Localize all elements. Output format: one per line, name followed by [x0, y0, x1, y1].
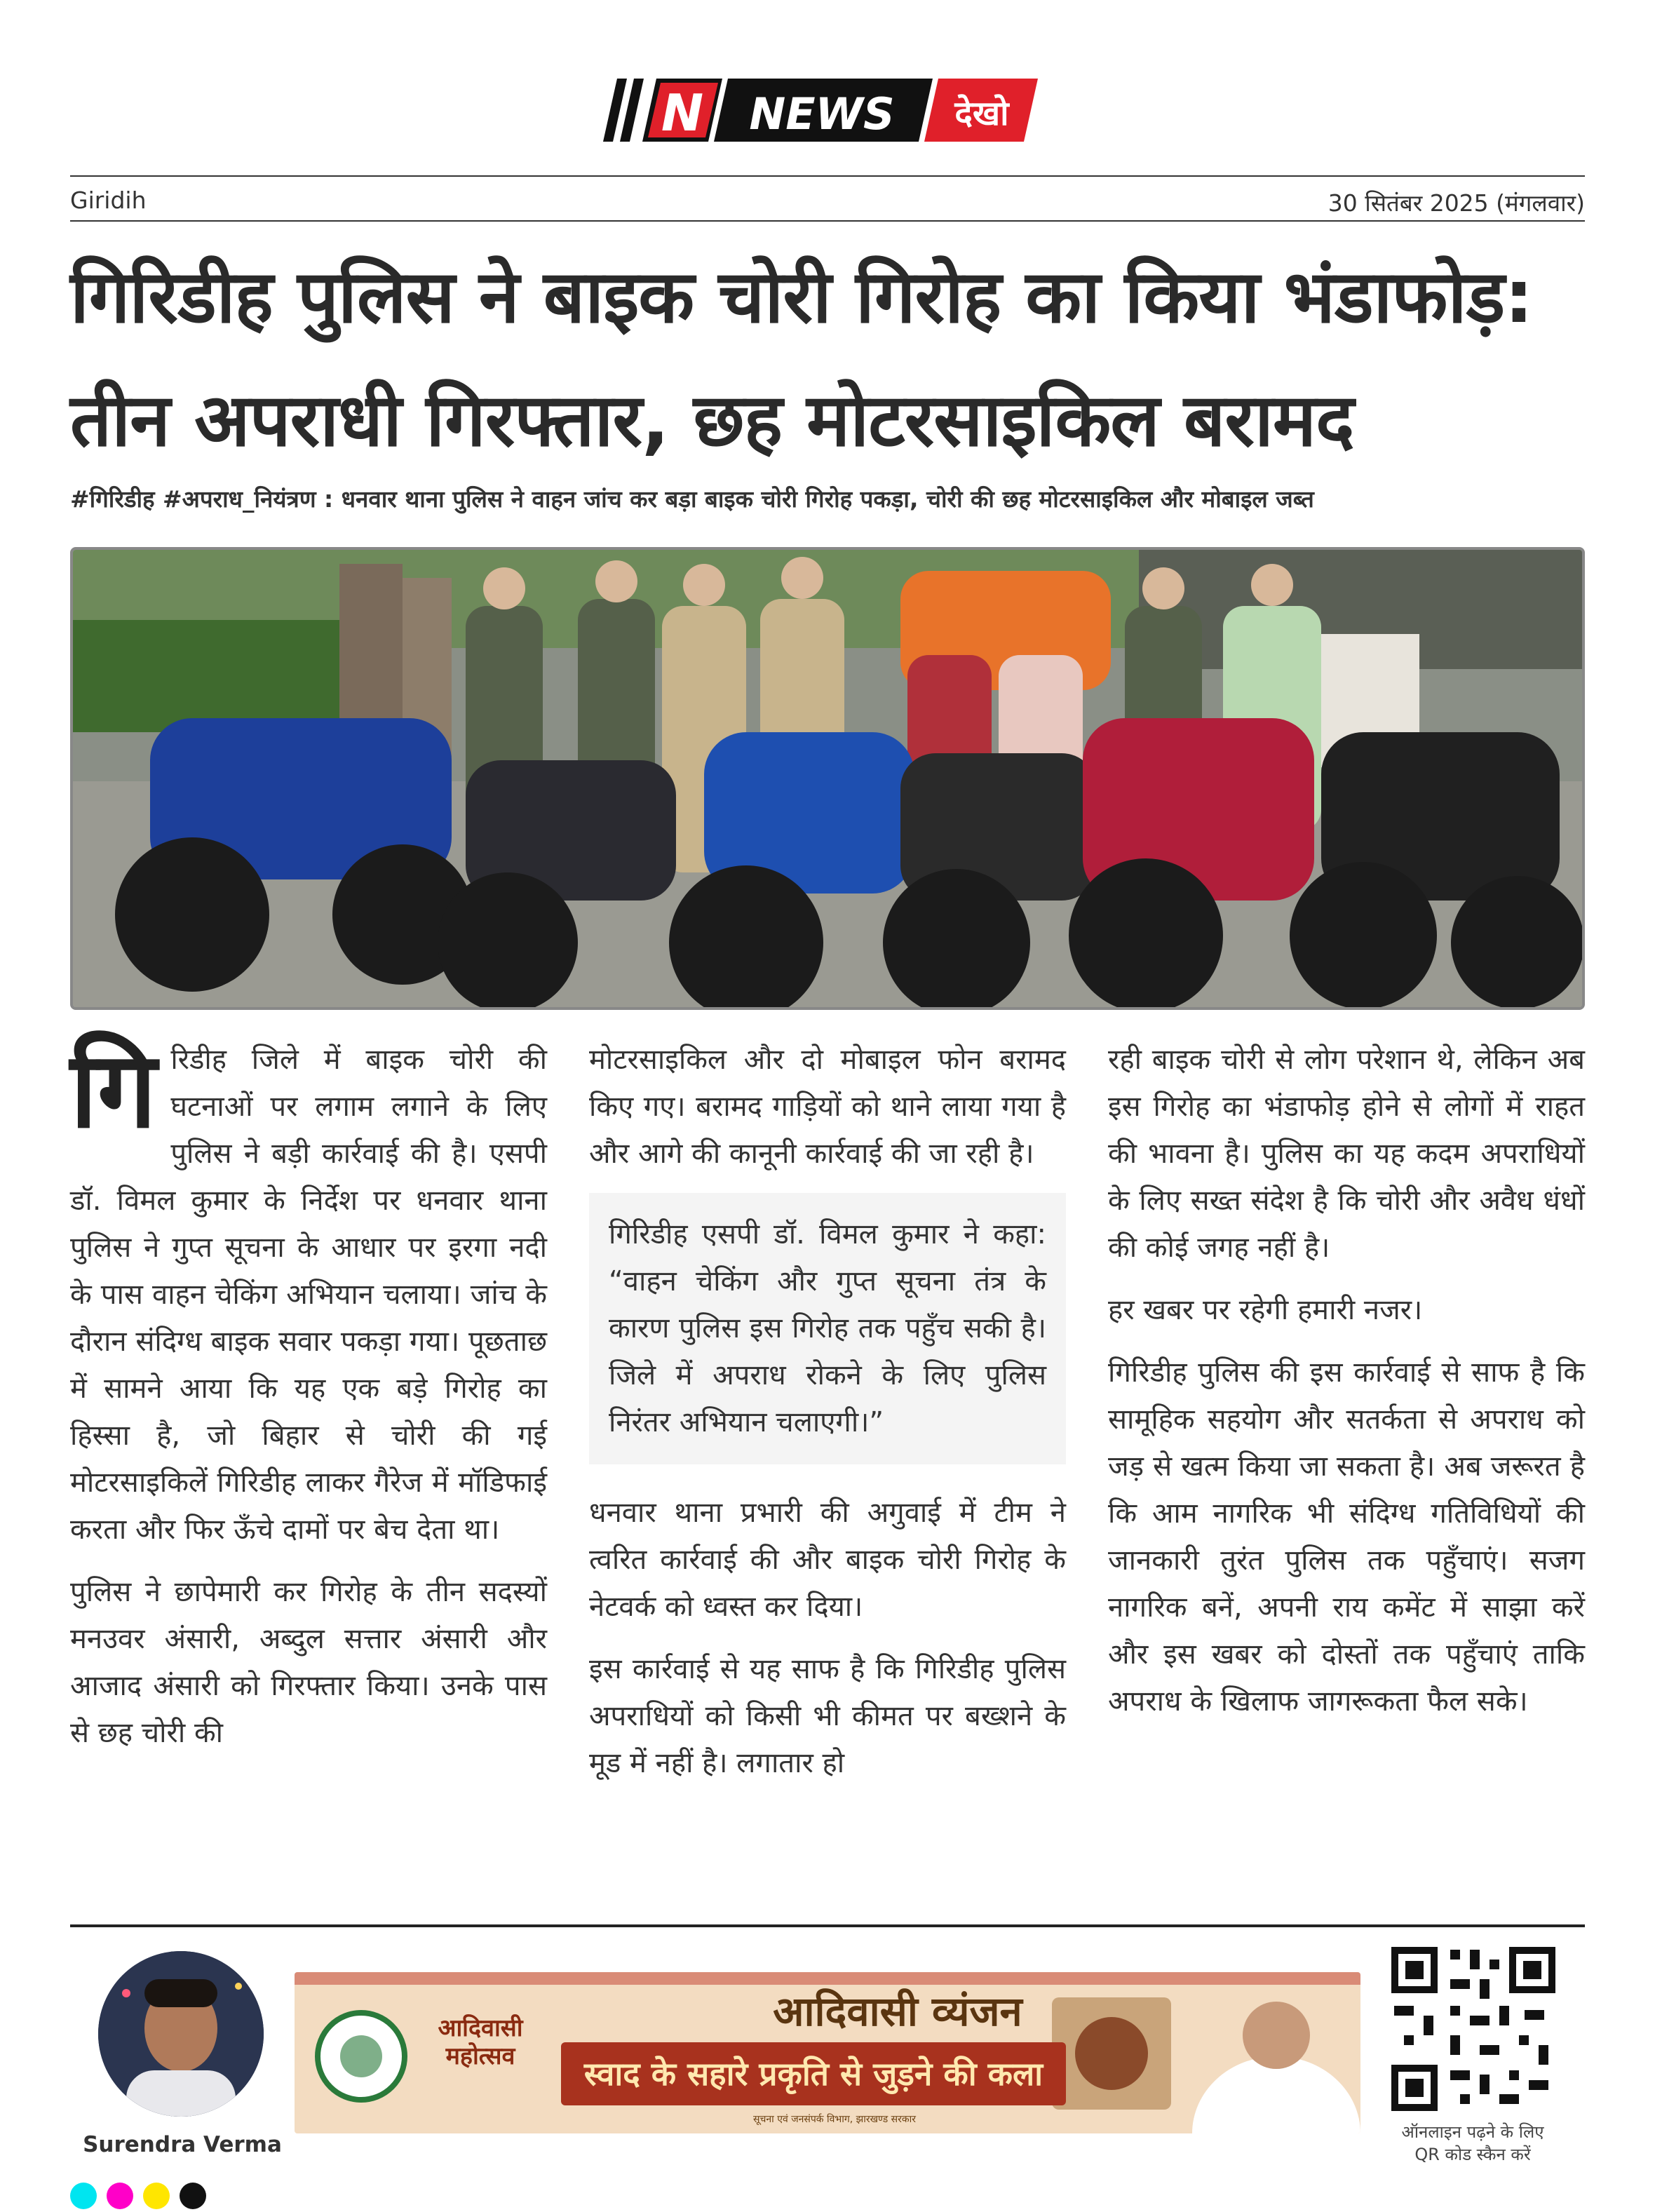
- headline: [70, 235, 1599, 482]
- qr-caption-line-2: QR कोड स्कैन करें: [1414, 2145, 1531, 2164]
- article-paragraph: इस कार्रवाई से यह साफ है कि गिरिडीह पुलिस अपराधियों को किसी भी कीमत पर बख्शने के मूड में नहीं है। लगातार हो: [589, 1653, 1066, 1779]
- article-paragraph: गिरिडीह पुलिस की इस कार्रवाई से साफ है कि सामूहिक सहयोग और सतर्कता से अपराध को जड़ से खत्म किया जा सकता है। अब जरूरत है कि आम नागरिक भी संदिग्ध गतिविधियों की जानकारी तुरंत पुलिस तक पहुँचाएं। सजग नागरिक बनें, अपनी राय कमेंट में साझा करें और इस खबर को दोस्तों तक पहुँचाएं ताकि अपराध के खिलाफ जागरूकता फैल सके।: [1108, 1356, 1585, 1718]
- article-column-3: [1108, 1037, 1585, 1741]
- location-label: Giridih: [70, 187, 147, 214]
- headline-line-1: गिरिडीह पुलिस ने बाइक चोरी गिरोह का किया भंडाफोड़:: [70, 254, 1533, 339]
- article-paragraph: [70, 1030, 547, 1553]
- logo-mark-letter: N: [661, 83, 704, 142]
- logo-tag: देखो: [954, 94, 1009, 133]
- yellow-dot: [143, 2183, 170, 2209]
- date-label: 30 सितंबर 2025 (मंगलवार): [1328, 189, 1585, 217]
- article-paragraph: धनवार थाना प्रभारी की अगुवाई में टीम ने त्वरित कार्रवाई की और बाइक चोरी गिरोह के नेटवर्क को ध्वस्त कर दिया।: [589, 1497, 1066, 1623]
- news-dekho-logo[interactable]: [603, 79, 1052, 149]
- footer-rule: [70, 1924, 1585, 1927]
- masthead-top-rule: [70, 175, 1585, 177]
- qr-caption-line-1: ऑनलाइन पढ़ने के लिए: [1401, 2122, 1544, 2142]
- ad-subtitle: स्वाद के सहारे प्रकृति से जुड़ने की कला: [561, 2042, 1066, 2105]
- magenta-dot: [107, 2183, 133, 2209]
- qr-caption: [1353, 2121, 1592, 2166]
- advertisement-banner[interactable]: [295, 1972, 1360, 2133]
- article-paragraph: पुलिस ने छापेमारी कर गिरोह के तीन सदस्यों मनउवर अंसारी, अब्दुल सत्तार अंसारी और आजाद अंसारी को गिरफ्तार किया। उनके पास से छह चोरी की: [70, 1576, 547, 1749]
- article-paragraph: मोटरसाइकिल और दो मोबाइल फोन बरामद किए गए। बरामद गाड़ियों को थाने लाया गया है और आगे की कानूनी कार्रवाई की जा रही है।: [589, 1044, 1066, 1170]
- article-paragraph: हर खबर पर रहेगी हमारी नजर।: [1108, 1294, 1423, 1326]
- headline-line-2: तीन अपराधी गिरफ्तार, छह मोटरसाइकिल बरामद: [70, 377, 1354, 463]
- logo-word: NEWS: [749, 88, 895, 140]
- drop-cap: गि: [70, 1030, 157, 1152]
- qr-code[interactable]: [1387, 1943, 1560, 2115]
- article-paragraph: रही बाइक चोरी से लोग परेशान थे, लेकिन अब इस गिरोह का भंडाफोड़ होने से लोगों में राहत की भावना है। पुलिस का यह कदम अपराधियों के लिए सख्त संदेश है कि चोरी और अवैध धंधों की कोई जगह नहीं है।: [1108, 1044, 1585, 1264]
- article-column-2: [589, 1037, 1066, 1802]
- meta-row: [70, 184, 1585, 217]
- ad-festival-label: आदिवासी महोत्सव: [438, 2014, 523, 2070]
- subheadline: #गिरिडीह #अपराध_नियंत्रण : धनवार थाना पुलिस ने वाहन जांच कर बड़ा बाइक चोरी गिरोह पकड़ा, चोरी की छह मोटरसाइकिल और मोबाइल जब्त: [70, 485, 1314, 513]
- author-name: Surendra Verma: [83, 2132, 282, 2157]
- news-photo: [70, 547, 1585, 1010]
- masthead-bottom-rule: [70, 220, 1585, 222]
- pull-quote: गिरिडीह एसपी डॉ. विमल कुमार ने कहा: “वाहन चेकिंग और गुप्त सूचना तंत्र के कारण पुलिस इस गिरोह तक पहुँच सकी है। जिले में अपराध रोकने के लिए पुलिस निरंतर अभियान चलाएगी।”: [589, 1193, 1066, 1464]
- black-dot: [180, 2183, 206, 2209]
- author-avatar[interactable]: [98, 1951, 264, 2117]
- cyan-dot: [70, 2183, 97, 2209]
- article-text: रिडीह जिले में बाइक चोरी की घटनाओं पर लगाम लगाने के लिए पुलिस ने बड़ी कार्रवाई की है। एसपी डॉ. विमल कुमार के निर्देश पर धनवार थाना पुलिस ने गुप्त सूचना के आधार पर इरगा नदी के पास वाहन चेकिंग अभियान चलाया। जांच के दौरान संदिग्ध बाइक सवार पकड़ा गया। पूछताछ में सामने आया कि यह एक बड़े गिरोह का हिस्सा है, जो बिहार से चोरी की गई मोटरसाइकिलें गिरिडीह लाकर गैरेज में मॉडिफाई करता और फिर ऊँचे दामों पर बेच देता था।: [70, 1044, 547, 1546]
- ad-title: आदिवासी व्यंजन: [773, 1988, 1022, 2035]
- ad-credit: सूचना एवं जनसंपर्क विभाग, झारखण्ड सरकार: [753, 2114, 916, 2125]
- article-column-1: [70, 1030, 547, 1772]
